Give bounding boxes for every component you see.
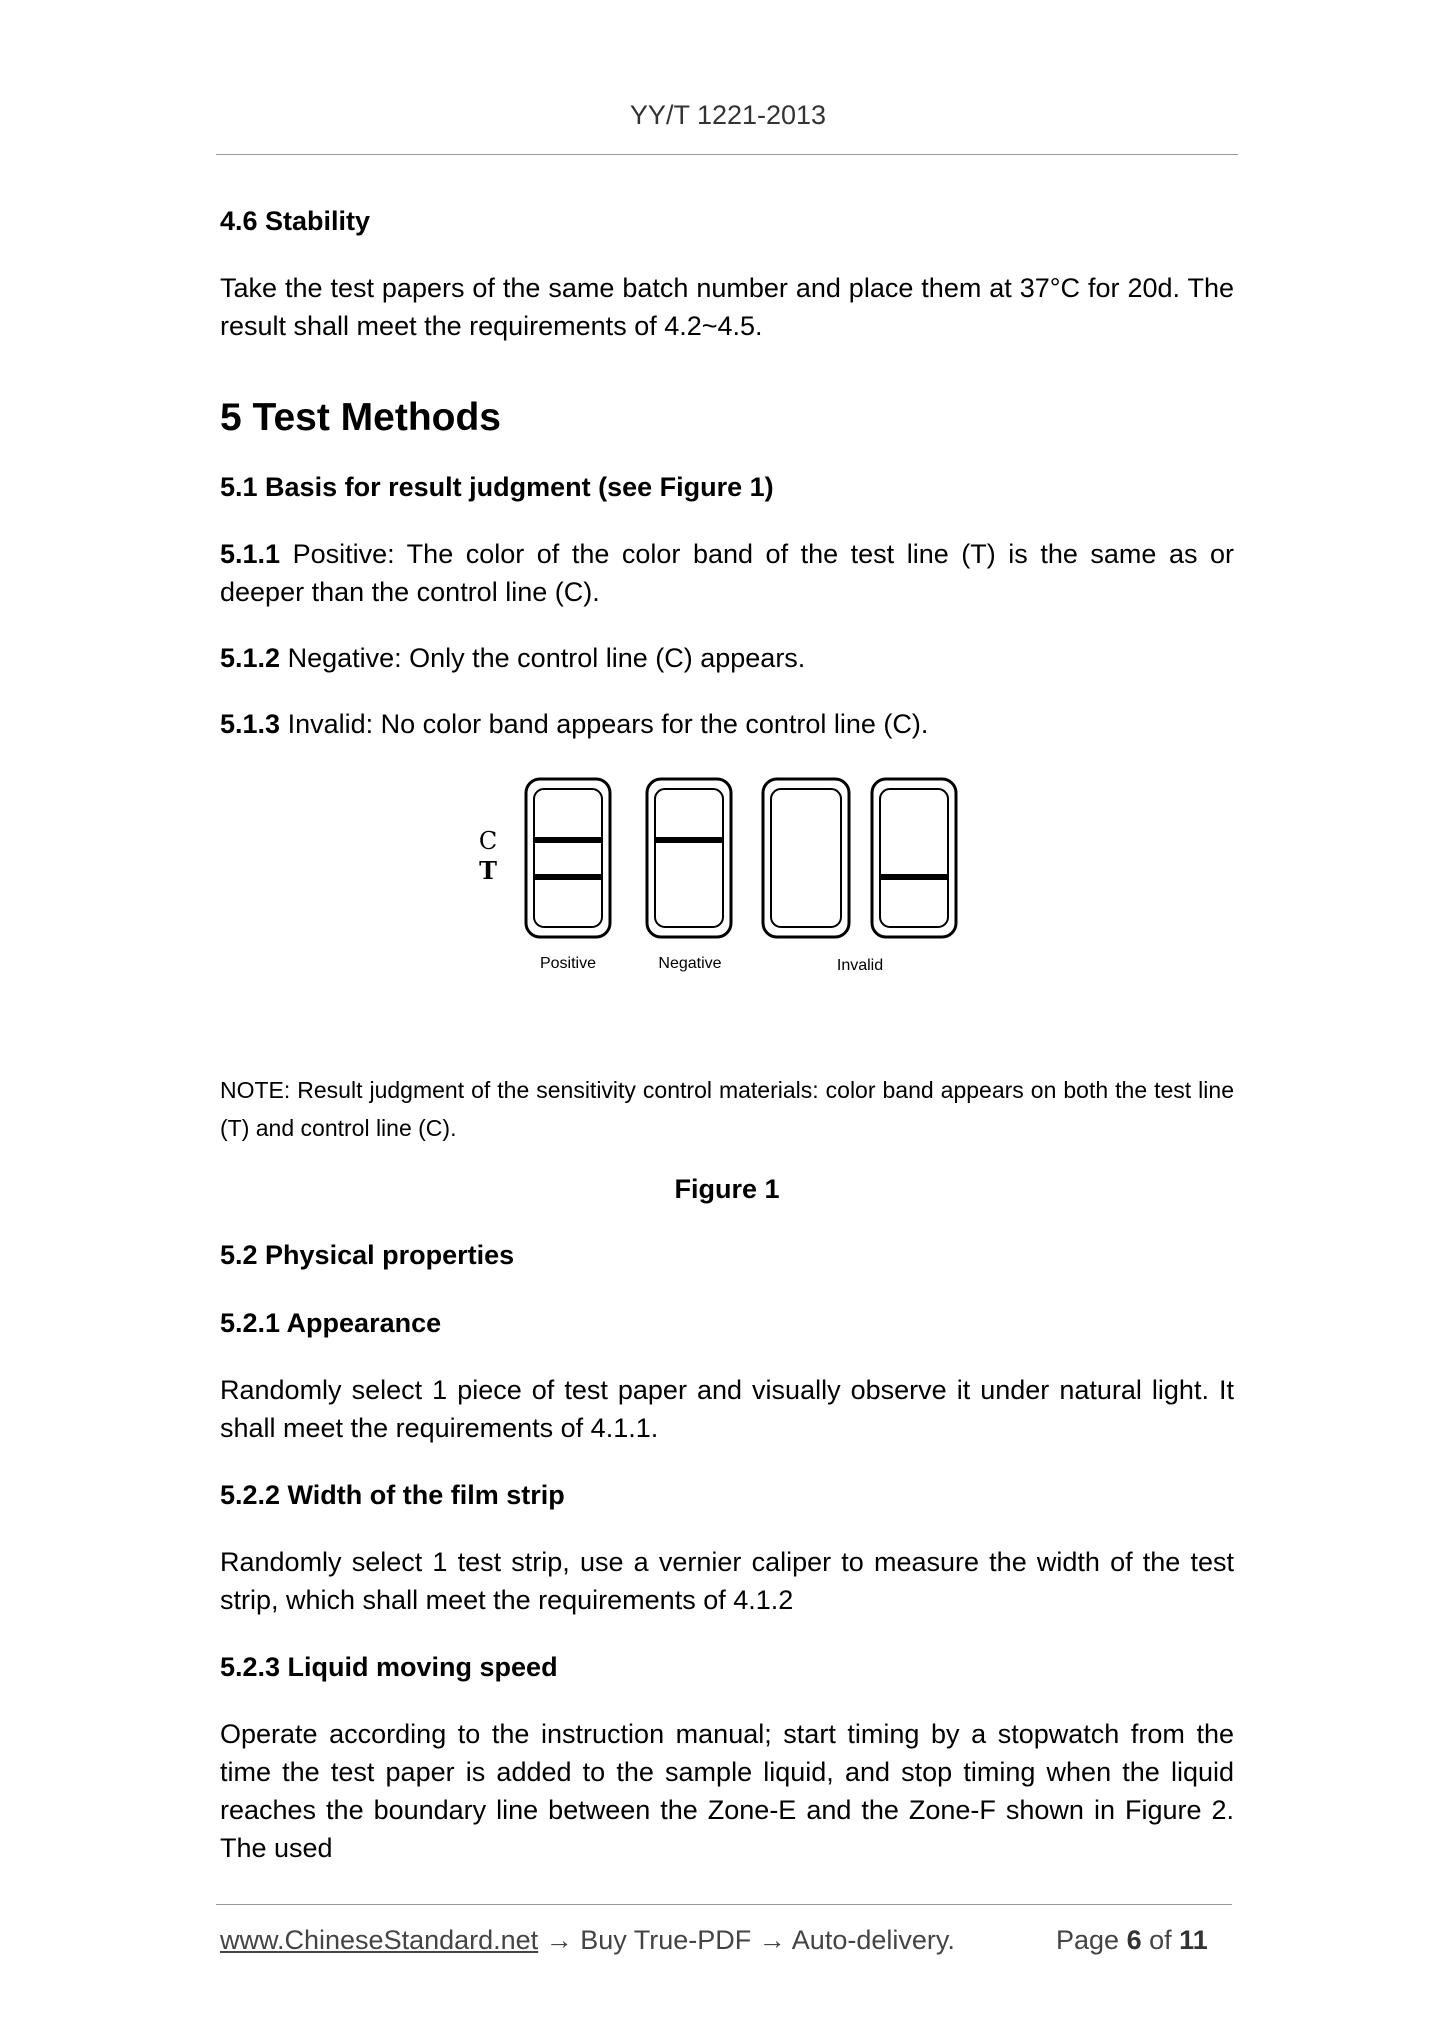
- section-5-1-2: [220, 639, 1234, 677]
- positive-label: Positive: [539, 955, 597, 972]
- section-5-1-title: 5.1 Basis for result judgment (see Figure 1): [220, 472, 774, 502]
- section-5-2-1-title: 5.2.1 Appearance: [220, 1308, 442, 1338]
- section-5-title: 5 Test Methods: [220, 396, 501, 439]
- strip-negative: [647, 779, 731, 937]
- auto-delivery-text: Auto-delivery.: [791, 1925, 955, 1955]
- strip-invalid-test-only: [872, 779, 956, 937]
- of-word: of: [1149, 1925, 1172, 1955]
- arrow-icon: →: [758, 1925, 786, 1955]
- section-5-2-3-text: Operate according to the instruction manual; start timing by a stopwatch from the time the test paper is added to the sample liquid, and stop timing when the liquid reaches the boundary line between the Zone-E and the Zone-F shown in Figure 2. The used: [220, 1719, 1234, 1863]
- document-id-header: YY/T 1221-2013: [629, 100, 827, 130]
- footer-promo: [220, 1925, 955, 1956]
- website-link[interactable]: www.ChineseStandard.net: [220, 1925, 539, 1955]
- section-5-2-title: 5.2 Physical properties: [220, 1240, 515, 1270]
- section-5-1-3: [220, 705, 1234, 743]
- page-content: [220, 200, 1234, 1867]
- figure-1-note: NOTE: Result judgment of the sensitivity control materials: color band appears on both the test line (T) and control line (C).: [220, 1077, 1234, 1141]
- header-divider: [216, 154, 1238, 155]
- section-5-1-1-text: Positive: The color of the color band of the test line (T) is the same as or deeper than the control line (C).: [220, 539, 1234, 607]
- test-line-label: T: [479, 856, 497, 885]
- section-5-2-3-title: 5.2.3 Liquid moving speed: [220, 1652, 558, 1682]
- page-number: [1056, 1925, 1208, 1956]
- buy-true-pdf-text: Buy True-PDF: [580, 1925, 752, 1955]
- section-5-1-2-text: Negative: Only the control line (C) appears.: [280, 643, 806, 673]
- figure-1-diagram: [220, 773, 1234, 1013]
- page-word: Page: [1056, 1925, 1120, 1955]
- current-page: 6: [1126, 1925, 1142, 1955]
- section-5-2-2-text: Randomly select 1 test strip, use a vernier caliper to measure the width of the test strip, which shall meet the requirements of 4.1.2: [220, 1547, 1234, 1615]
- strip-invalid-blank: [763, 779, 849, 937]
- section-5-1-2-number: 5.1.2: [220, 643, 281, 673]
- total-pages: 11: [1179, 1925, 1208, 1955]
- control-line-label: C: [478, 827, 498, 855]
- section-4-6-title: 4.6 Stability: [220, 206, 371, 236]
- section-5-1-1: [220, 535, 1234, 611]
- section-5-1-3-text: Invalid: No color band appears for the control line (C).: [280, 709, 929, 739]
- figure-1-caption: Figure 1: [674, 1174, 780, 1204]
- negative-label: Negative: [658, 955, 722, 972]
- invalid-label: Invalid: [836, 957, 884, 974]
- section-5-2-2-title: 5.2.2 Width of the film strip: [220, 1480, 565, 1510]
- arrow-icon: →: [545, 1925, 573, 1955]
- strip-positive: [526, 779, 610, 937]
- section-5-1-1-number: 5.1.1: [220, 539, 281, 569]
- test-strip-illustration: [220, 773, 1234, 1013]
- section-4-6-text: Take the test papers of the same batch number and place them at 37°C for 20d. The result shall meet the requirements of 4.2~4.5.: [220, 273, 1234, 341]
- footer-divider: [216, 1904, 1232, 1905]
- section-5-2-1-text: Randomly select 1 piece of test paper and visually observe it under natural light. It shall meet the requirements of 4.1.1.: [220, 1375, 1234, 1443]
- section-5-1-3-number: 5.1.3: [220, 709, 281, 739]
